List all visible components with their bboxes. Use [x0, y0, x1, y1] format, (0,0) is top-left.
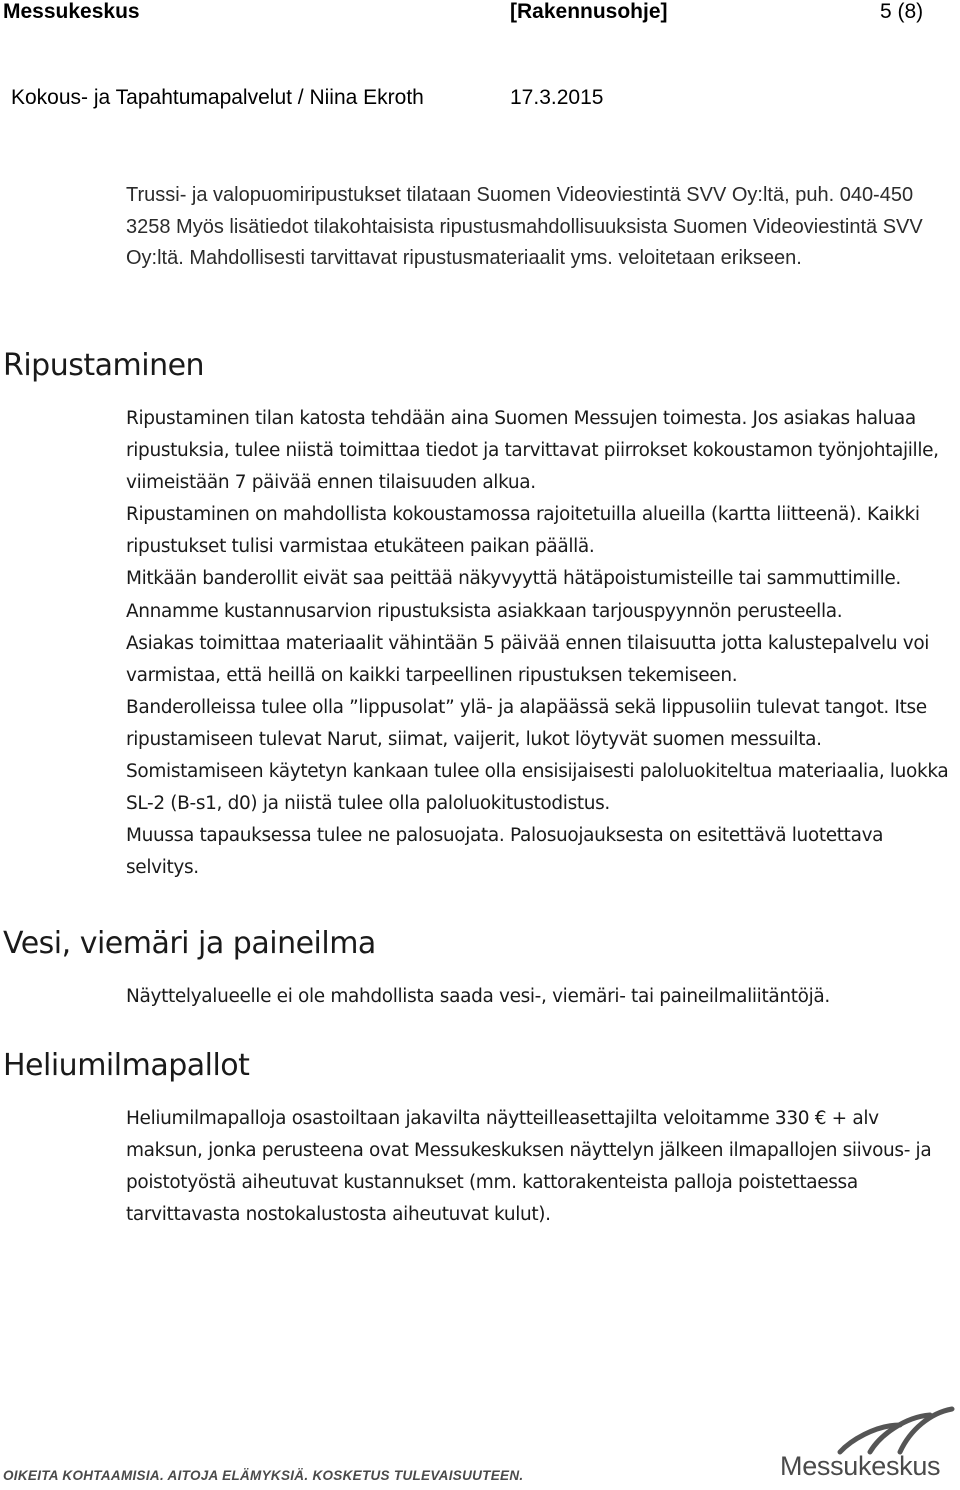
- section-body-ripustaminen: [126, 403, 960, 884]
- section-heading-helium: Heliumilmapallot: [3, 1048, 250, 1083]
- section-heading-ripustaminen: Ripustaminen: [3, 348, 205, 383]
- paragraph: Annamme kustannusarvion ripustuksista asiakkaan tarjouspyynnön perusteella.: [126, 600, 843, 622]
- paragraph: Mitkään banderollit eivät saa peittää näkyvyyttä hätäpoistumisteille tai sammuttimille.: [126, 568, 901, 590]
- intro-paragraph: Trussi- ja valopuomiripustukset tilataan Suomen Videoviestintä SVV Oy:ltä, puh. 040-450 3258 Myös lisätiedot tilakohtaisista ripustusmahdollisuuksista Suomen Videoviestintä SVV Oy:ltä. Mahdollisesti tarvittavat ripustusmateriaalit yms. veloitetaan erikseen.: [126, 184, 923, 269]
- section-body-vesi: [126, 981, 960, 1013]
- footer-slogan: OIKEITA KOHTAAMISIA. AITOJA ELÄMYKSIÄ. KOSKETUS TULEVAISUUTEEN.: [3, 1468, 524, 1483]
- paragraph: Ripustaminen tilan katosta tehdään aina Suomen Messujen toimesta. Jos asiakas haluaa ripustuksia, tulee niistä toimittaa tiedot ja tarvittavat piirrokset kokoustamon työnjohtajille, viimeistään 7 päivää ennen tilaisuuden alkua.: [126, 408, 939, 494]
- section-heading-vesi: Vesi, viemäri ja paineilma: [3, 926, 376, 961]
- messukeskus-logo: [780, 1405, 958, 1485]
- paragraph: Ripustaminen on mahdollista kokoustamossa rajoitetuilla alueilla (kartta liitteenä). Kaikki ripustukset tulisi varmistaa etukäteen paikan päällä.: [126, 504, 920, 558]
- paragraph: Heliumilmapalloja osastoiltaan jakavilta näytteilleasettajilta veloitamme 330 € + alv maksun, jonka perusteena ovat Messukeskuksen näyttelyn jälkeen ilmapallojen siivous- ja poistotyöstä aiheutuvat kustannukset (mm. kattorakenteista palloja poistettaessa tarvittavasta nostokalustosta aiheutuvat kulut).: [126, 1108, 932, 1226]
- logo-mark-icon: [780, 1405, 958, 1455]
- header-department: Kokous- ja Tapahtumapalvelut / Niina Ekroth: [11, 86, 424, 109]
- logo-text: Messukeskus: [780, 1451, 941, 1481]
- paragraph: Somistamiseen käytetyn kankaan tulee olla ensisijaisesti paloluokiteltua materiaalia, luokka SL-2 (B-s1, d0) ja niistä tulee olla paloluokitustodistus.: [126, 761, 949, 815]
- paragraph: Asiakas toimittaa materiaalit vähintään 5 päivää ennen tilaisuutta jotta kalustepalvelu voi varmistaa, että heillä on kaikki tarpeellinen ripustuksen tekemiseen.: [126, 632, 930, 686]
- header-doc-type: [Rakennusohje]: [510, 0, 668, 23]
- paragraph: Näyttelyalueelle ei ole mahdollista saada vesi-, viemäri- tai paineilmaliitäntöjä.: [126, 986, 830, 1007]
- paragraph: Muussa tapauksessa tulee ne palosuojata. Palosuojauksesta on esitettävä luotettava selvitys.: [126, 825, 884, 879]
- header-date: 17.3.2015: [510, 86, 604, 109]
- header-brand: Messukeskus: [3, 0, 140, 23]
- header-page-number: 5 (8): [880, 0, 924, 23]
- paragraph: Banderolleissa tulee olla ”lippusolat” ylä- ja alapäässä sekä lippusoliin tulevat tangot. Itse ripustamiseen tulevat Narut, siimat, vaijerit, lukot löytyvät suomen messuilta.: [126, 696, 927, 750]
- section-body-helium: [126, 1103, 960, 1231]
